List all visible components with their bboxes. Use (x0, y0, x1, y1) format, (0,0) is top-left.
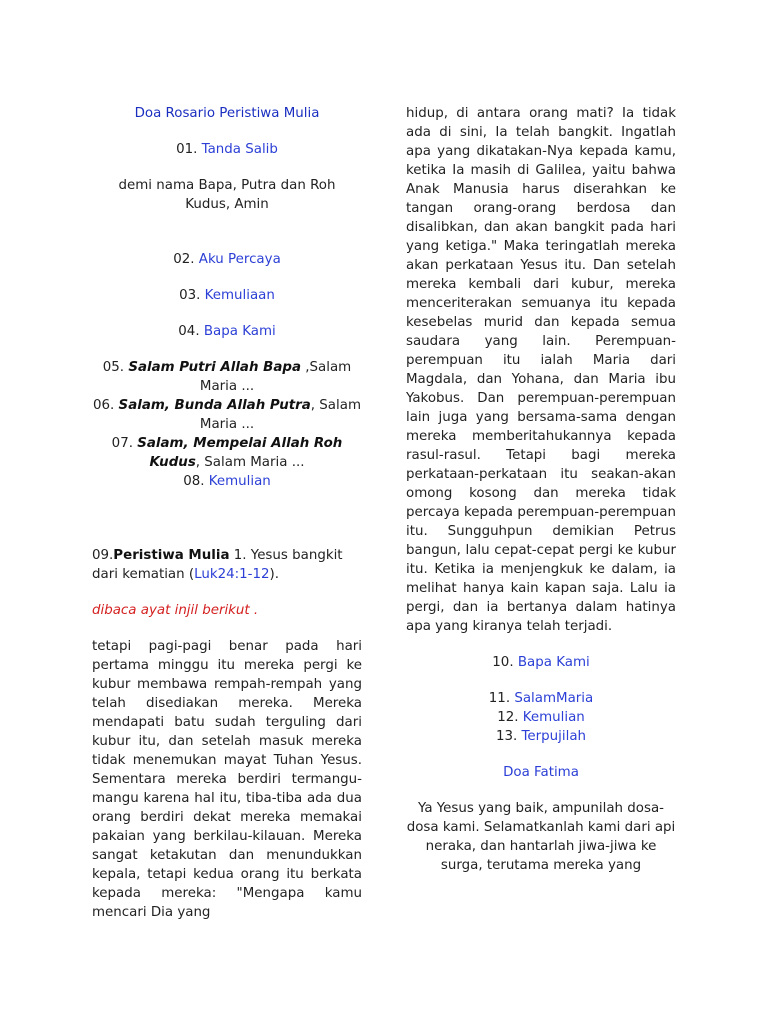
item-01-number: 01. (176, 142, 198, 157)
item-09 (92, 546, 362, 584)
item-06-suffix: , Salam Maria ... (199, 398, 361, 432)
item-07-number: 07. (111, 436, 133, 451)
item-02-number: 02. (173, 252, 195, 267)
item-13-number: 13. (495, 729, 518, 744)
gospel-text: tetapi pagi-pagi benar pada hari pertama minggu itu mereka pergi ke kubur membawa rempah-rempah yang telah disediakan mereka. Mereka mendapati batu sudah terguling dari kubur itu, dan setelah masuk mereka tidak menemukan mayat Tuhan Yesus. Sementara mereka berdiri termangu-mangu karena hal itu, tiba-tiba ada dua orang berdiri dekat mereka memakai pakaian yang berkilau-kilauan. Mereka sangat ketakutan dan menundukkan kepala, tetapi kedua orang itu berkata kepada mereka: "Mengapa kamu mencari Dia yang (92, 639, 362, 920)
item-11 (406, 689, 676, 708)
item-06 (92, 396, 362, 434)
link-aku-percaya[interactable]: Aku Percaya (198, 252, 281, 267)
item-08-number: 08. (183, 474, 205, 489)
item-08 (92, 472, 362, 491)
item-09-text: 1. Yesus bangkit dari kematian ( (92, 548, 343, 582)
item-05 (92, 358, 362, 396)
page-title: Doa Rosario Peristiwa Mulia (134, 106, 320, 121)
gospel-text-continued: hidup, di antara orang mati? Ia tidak ada di sini, Ia telah bangkit. Ingatlah apa yang dikatakan-Nya kepada kamu, ketika Ia masih di Galilea, yaitu bahwa Anak Manusia harus diserahkan ke tangan orang-orang berdosa dan disalibkan, dan akan bangkit pada hari yang ketiga." Maka teringatlah mereka akan perkataan Yesus itu. Dan setelah mereka kembali dari kubur, mereka menceriterakan semuanya itu kepada kesebelas murid dan kepada semua saudara yang lain. Perempuan-perempuan itu ialah Maria dari Magdala, dan Yohana, dan Maria ibu Yakobus. Dan perempuan-perempuan lain juga yang bersama-sama dengan mereka memberitahukannya kepada rasul-rasul. Tetapi bagi mereka perkataan-perkataan itu seakan-akan omong kosong dan mereka tidak percaya kepada perempuan-perempuan itu. Sungguhpun demikian Petrus bangun, lalu cepat-cepat pergi ke kubur itu. Ketika ia menjengkuk ke dalam, ia melihat hanya kain kapan saja. Lalu ia pergi, dan ia bertanya dalam hatinya apa yang kiranya telah terjadi. (406, 106, 676, 634)
item-07-suffix: , Salam Maria ... (195, 455, 305, 470)
instruction-text: dibaca ayat injil berikut . (92, 603, 259, 618)
item-13 (406, 727, 676, 746)
item-05-suffix: ,Salam Maria ... (199, 360, 352, 394)
item-02 (92, 250, 362, 269)
fatima-text: Ya Yesus yang baik, ampunilah dosa-dosa kami. Selamatkanlah kami dari api neraka, dan hantarlah jiwa-jiwa ke surga, terutama mereka yang (406, 801, 676, 873)
item-12-number: 12. (497, 710, 519, 725)
item-09-label: Peristiwa Mulia (113, 548, 230, 563)
link-tanda-salib[interactable]: Tanda Salib (201, 142, 278, 157)
item-05-number: 05. (102, 360, 125, 375)
item-01-text: demi nama Bapa, Putra dan Roh Kudus, Amin (118, 178, 336, 212)
link-luk24[interactable]: Luk24:1-12 (194, 567, 270, 582)
item-01 (92, 140, 362, 159)
link-kemuliaan[interactable]: Kemuliaan (204, 288, 275, 303)
link-bapa-kami-2[interactable]: Bapa Kami (517, 655, 590, 670)
link-kemulian[interactable]: Kemulian (208, 474, 271, 489)
left-column (92, 104, 362, 922)
link-kemulian-2[interactable]: Kemulian (522, 710, 585, 725)
item-06-number: 06. (92, 398, 115, 413)
item-09-text-end: ). (269, 567, 280, 582)
item-05-label: Salam Putri Allah Bapa (128, 360, 302, 375)
item-03 (92, 286, 362, 305)
right-column (406, 104, 676, 875)
link-bapa-kami[interactable]: Bapa Kami (203, 324, 276, 339)
item-12 (406, 708, 676, 727)
item-04-number: 04. (178, 324, 200, 339)
link-doa-fatima[interactable]: Doa Fatima (503, 765, 579, 780)
item-07-label: Salam, Mempelai Allah Roh Kudus (137, 436, 343, 470)
item-04 (92, 322, 362, 341)
link-salam-maria[interactable]: SalamMaria (514, 691, 594, 706)
item-11-number: 11. (488, 691, 511, 706)
item-07 (92, 434, 362, 472)
item-09-number: 09. (92, 548, 114, 563)
item-10 (406, 653, 676, 672)
link-terpujilah[interactable]: Terpujilah (521, 729, 587, 744)
item-10-number: 10. (492, 655, 514, 670)
item-03-number: 03. (179, 288, 201, 303)
item-06-label: Salam, Bunda Allah Putra (118, 398, 311, 413)
